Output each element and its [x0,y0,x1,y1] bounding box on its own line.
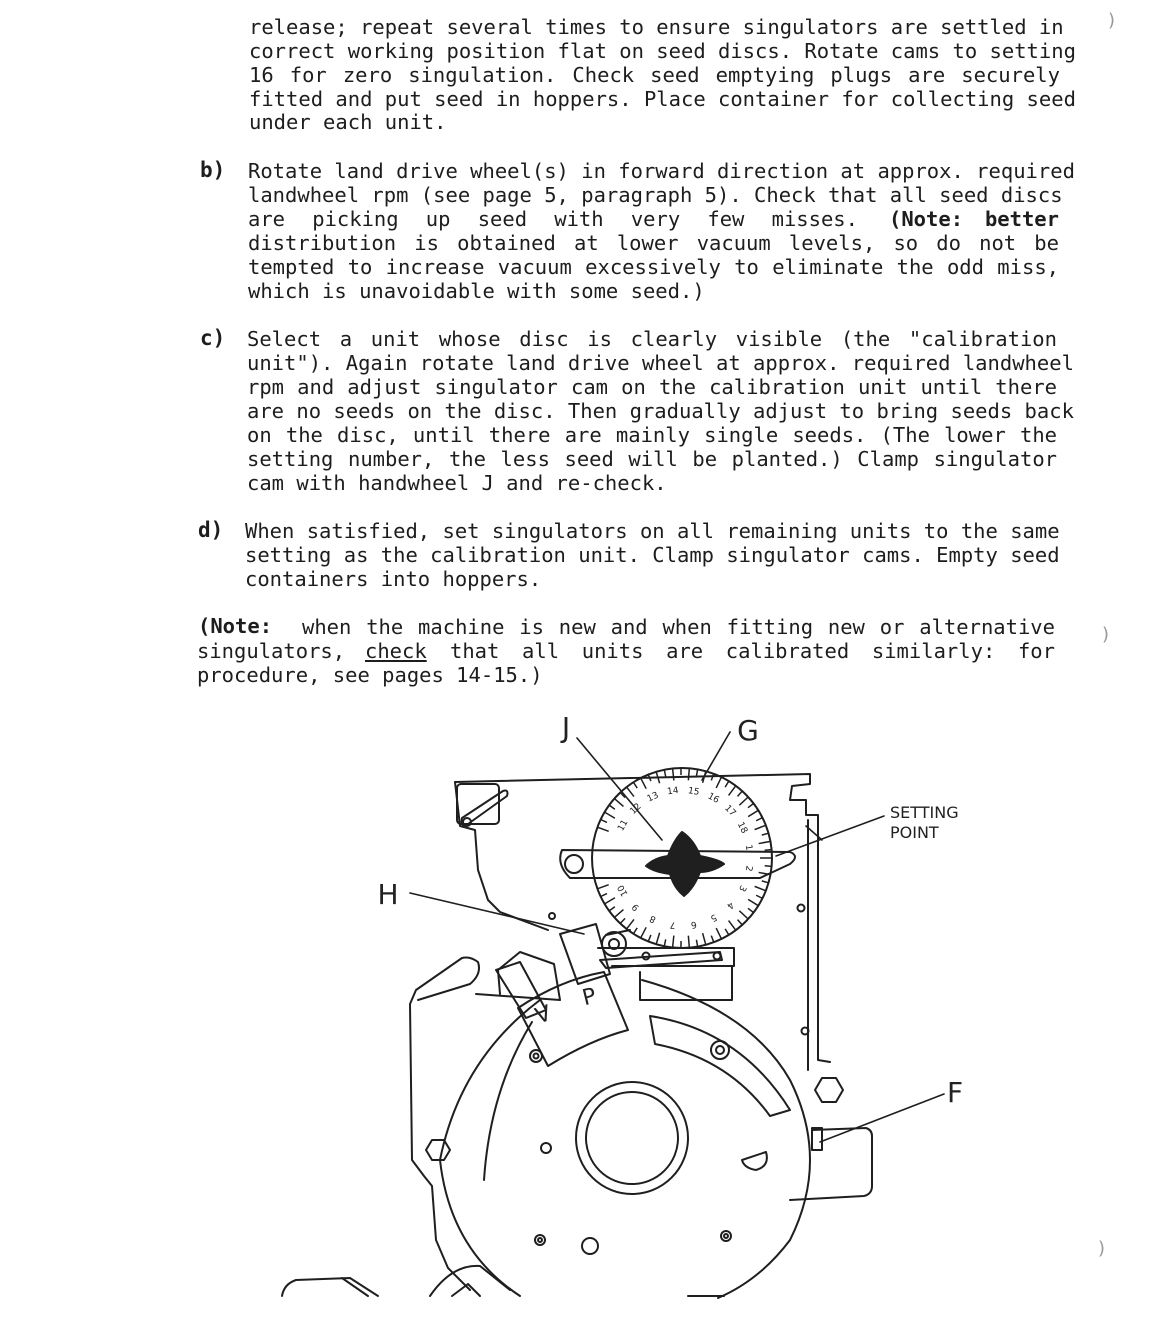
label-j: J [561,711,571,744]
dial-tick [748,810,758,816]
note-line: that all units are calibrated similarly: for [450,639,1055,663]
dial-tick [620,918,625,923]
dial-tick [755,825,766,829]
dial-number: 3 [736,883,748,893]
step-line: landwheel rpm (see page 5, paragraph 5). Check that all seed discs [248,183,1063,207]
step-line: setting as the calibration unit. Clamp singulator cams. Empty seed [245,543,1060,567]
dial-tick [614,910,623,918]
dial-tick [703,933,706,945]
dial-tick [609,907,615,911]
note-line: singulators, [197,639,346,663]
dial-tick [627,919,634,928]
step-line: which is unavoidable with some seed.) [248,279,705,303]
label-p: P [579,983,599,1012]
d-hole [742,1152,767,1170]
step-label: b) [200,158,226,182]
note-line: when the machine is new and when fitting new or alternative [302,615,1055,639]
dial-tick [633,928,637,934]
dial-tick [725,781,729,787]
step-line: tempted to increase vacuum excessively to eliminate the odd miss, [248,255,1059,279]
dial-tick [716,777,721,788]
dial-tick [762,881,769,883]
dial-tick [748,908,754,912]
housing-left [410,958,479,1291]
dial-number: 14 [666,785,680,798]
dial-number: 6 [689,918,698,930]
dial-tick [711,936,713,943]
dial-tick [729,786,736,796]
label-point: POINT [890,823,939,842]
dial-tick [696,940,697,947]
dial-number: 13 [645,790,661,805]
dial-tick [597,827,608,831]
step-label: c) [200,326,226,350]
dial-tick [762,833,769,835]
dial-tick [609,805,615,809]
dial-tick [738,920,743,925]
dial-number: 12 [628,801,644,817]
dial-tick [605,812,615,818]
dial-tick [748,899,758,905]
bracket-left-edge [455,782,548,930]
dial-number: 5 [708,911,719,924]
leader-setting-point [776,816,884,856]
dial-tick [688,768,689,780]
scan-mark: ) [1102,624,1110,645]
dial-tick [614,799,623,807]
leader-g [702,732,730,780]
dial-tick [601,819,607,822]
dial-number: 9 [630,901,642,913]
dial-tick [756,818,762,821]
dial-tick [729,921,736,931]
leader-h [410,893,584,934]
label-setting: SETTING [890,803,959,822]
step-line: setting number, the less seed will be planted.) Clamp singulator [247,447,1057,471]
dial-tick [696,769,697,776]
bolt [530,1050,542,1062]
step-line: cam with handwheel J and re-check. [247,471,667,495]
note-inline: (Note: better [889,207,1059,231]
singulator-lever [560,924,610,984]
step-label: d) [198,518,224,542]
dial-tick [765,866,772,867]
scan-mark: ) [1108,10,1116,31]
bolt [541,1143,551,1153]
dial-tick [641,778,647,789]
dial-tick [601,894,607,897]
dial-number: 17 [722,803,738,819]
dial-tick [759,841,771,843]
dial-tick [739,911,748,919]
disc-slot [650,1016,790,1116]
dial-tick [648,935,651,941]
dial-number: 8 [648,912,658,925]
vp-selector [518,972,628,1066]
handwheel-j [646,832,724,896]
dial-tick [725,929,729,935]
leader-f [820,1094,944,1142]
step-line: Select a unit whose disc is clearly visible (the "calibration [247,327,1057,351]
dial-tick [641,927,647,938]
note-prefix: (Note: [198,614,273,638]
step-line: on the disc, until there are mainly single seeds. (The lower the [247,423,1057,447]
cam-arm-pivot [565,855,583,873]
intro-line: fitted and put seed in hoppers. Place container for collecting seed [249,87,1076,111]
dial-tick [664,770,665,777]
dial-number: 15 [687,786,701,798]
step-line: When satisfied, set singulators on all remaining units to the same [245,519,1060,543]
step-line: unit"). Again rotate land drive wheel at approx. required landwheel [247,351,1074,375]
dial-number: 1 [742,844,754,852]
label-g: G [737,714,759,747]
check-link: check [365,639,427,663]
dial-number: 18 [734,820,749,836]
seed-inlet [476,952,560,1000]
dial-tick [748,803,754,807]
bolt [535,1235,545,1245]
dial-tick [673,768,674,780]
intro-line: correct working position flat on seed discs. Rotate cams to setting [249,39,1076,63]
disc-hub [576,1082,688,1194]
hex-nut [426,1140,450,1160]
dial-tick [716,928,721,939]
label-h: H [377,878,399,911]
dial-number: 11 [616,818,631,834]
dial-tick [688,936,689,948]
note-line: procedure, see pages 14-15.) [197,663,543,687]
intro-line: release; repeat several times to ensure singulators are settled in [249,15,1064,39]
step-line: are picking up seed with very few misses. [248,207,858,231]
dial-tick [756,895,762,898]
bracket-slot [462,791,508,826]
seed-disc-edge-right [642,980,810,1298]
label-v: V [532,1001,555,1030]
step-line: rpm and adjust singulator cam on the calibration unit until there [247,375,1057,399]
dial-number: 16 [705,791,721,806]
dial-tick [627,787,634,796]
intro-line: 16 for zero singulation. Check seed emptying plugs are securely [249,63,1060,87]
step-line: distribution is obtained at lower vacuum levels, so do not be [248,231,1059,255]
step-line: Rotate land drive wheel(s) in forward direction at approx. required [248,159,1075,183]
bolt [582,1238,598,1254]
dial-tick [664,939,665,946]
label-f: F [946,1076,964,1109]
dial-tick [765,850,772,851]
scan-mark: ) [1098,1238,1106,1259]
dial-tick [597,885,608,889]
dial-number: 10 [616,882,631,898]
dial-tick [633,782,637,788]
intro-line: under each unit. [249,110,447,134]
dial-tick [656,933,659,944]
dial-number: 7 [669,919,677,930]
bolt [711,1041,729,1059]
bolt [721,1231,731,1241]
dial-tick [738,791,743,796]
step-line: are no seeds on the disc. Then gradually adjust to bring seeds back [247,399,1074,423]
dial-tick [755,886,766,890]
bracket-f [790,1128,872,1200]
dial-tick [739,797,748,805]
hex-nut [815,1078,843,1102]
seed-disc-edge [440,1000,540,1296]
dial-number: 2 [742,864,754,872]
dial-tick [673,936,674,948]
dial-tick [605,898,615,904]
dial-number: 4 [724,899,736,911]
step-line: containers into hoppers. [245,567,542,591]
